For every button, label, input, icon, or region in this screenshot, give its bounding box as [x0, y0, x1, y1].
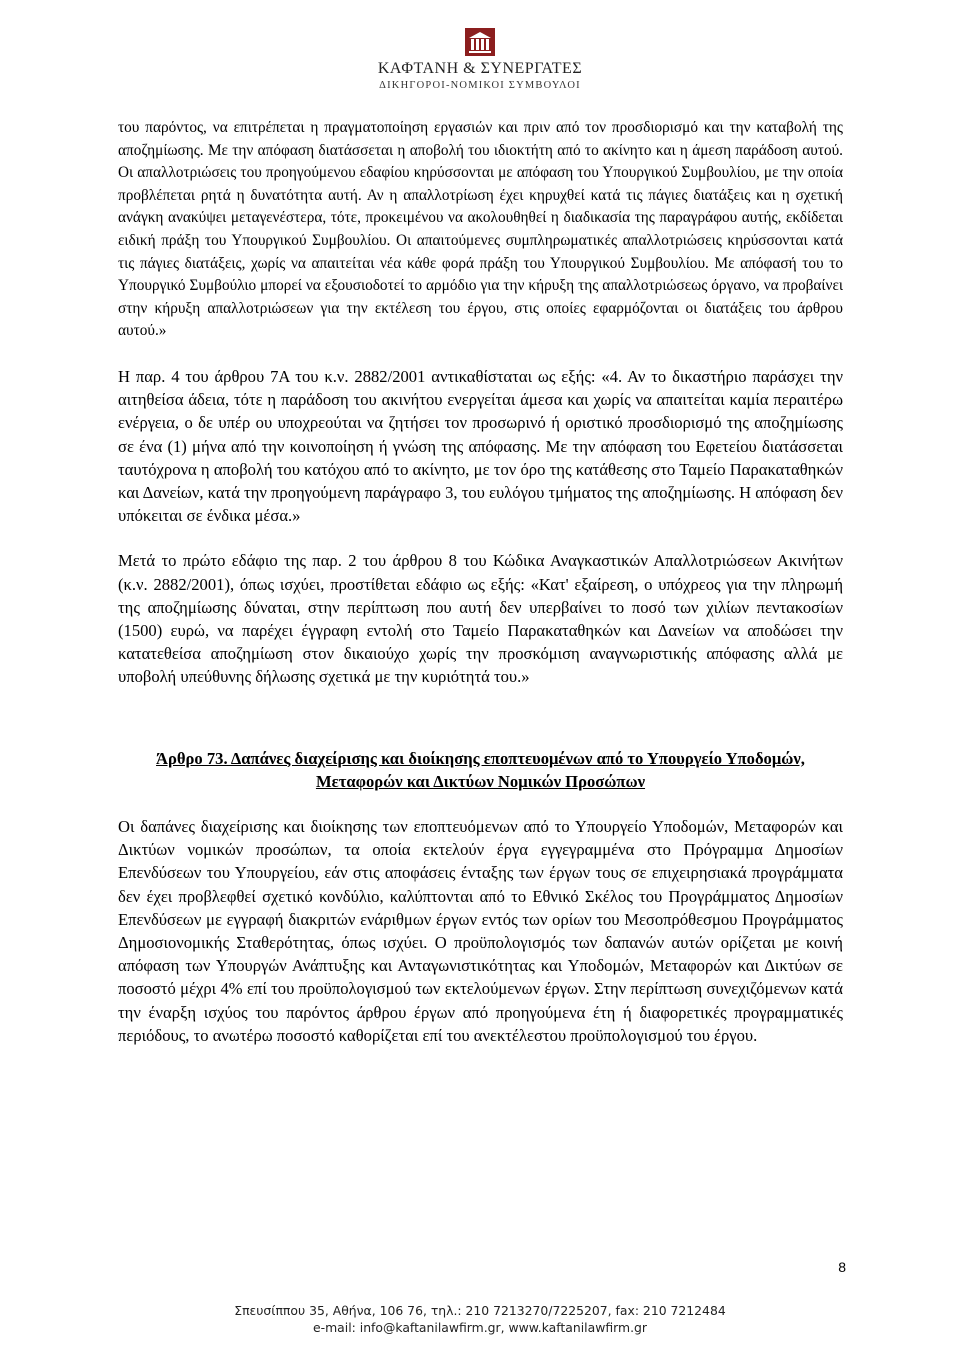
footer-address: Σπευσίππου 35, Αθήνα, 106 76, τηλ.: 210 7213270/7225207, fax: 210 7212484 [234, 1303, 726, 1318]
firm-subtitle: ΔΙΚΗΓΟΡΟΙ-ΝΟΜΙΚΟΙ ΣΥΜΒΟΥΛΟΙ [379, 80, 581, 91]
paragraph: Η παρ. 4 του άρθρου 7Α του κ.ν. 2882/2001 αντικαθίσταται ως εξής: «4. Αν το δικαστήριο παράσχει την αιτηθείσα άδεια, τότε η παράδοση του ακινήτου ενεργείται άμεσα και χωρίς να απαιτείται καμία περαιτέρω ενέργεια, ο δε υπέρ ου υποχρεούται να ζητήσει τον προσωρινό ή οριστικό προσδιορισμό της αποζημίωσης σε ένα (1) μήνα από την κοινοποίηση ή γνώση της απόφασης. Με την απόφαση του Εφετείου διατάσσεται ταυτόχρονα η αποβολή του κατόχου από το ακίνητο, με τον όρο της κατάθεσης στο Ταμείο Παρακαταθηκών και Δανείων, κατά την προηγούμενη παράγραφο 3, του ευλόγου τμήματος της αποζημίωσης. Η απόφαση δεν υπόκειται σε ένδικα μέσα.» [118, 366, 843, 526]
firm-name: ΚΑΦΤΑΝΗ & ΣΥΝΕΡΓΑΤΕΣ [377, 60, 583, 77]
paragraph: Μετά το πρώτο εδάφιο της παρ. 2 του άρθρου 8 του Κώδικα Αναγκαστικών Απαλλοτριώσεων Ακινήτων (κ.ν. 2882/2001), όπως ισχύει, προστίθεται εδάφιο ως εξής: «Κατ' εξαίρεση, ο υπόχρεος για την πληρωμή της αποζημίωσης δύναται, στην περίπτωση που αυτή δεν υπερβαίνει το ποσό των χιλίων πεντακοσίων (1500) ευρώ, να παρέχει έγγραφη εντολή στο Ταμείο Παρακαταθηκών και Δανείων να αποδώσει την κατατεθείσα αποζημίωση στον δικαιούχο χωρίς την προσκόμιση αναγνωριστικής απόφασης αλλά με υποβολή υπεύθυνης δήλωσης σχετικά με την κυριότητά του.» [118, 551, 843, 687]
paragraph: του παρόντος, να επιτρέπεται η πραγματοποίηση εργασιών και πριν από τον προσδιορισμό και την καταβολή της αποζημίωσης. Με την απόφαση διατάσσεται η αποβολή του ιδιοκτήτη από το ακίνητο και η άμεση παράδοση αυτού. Οι απαλλοτριώσεις του προηγούμενου εδαφίου κηρύσσονται με απόφαση του Υπουργικού Συμβουλίου, με την οποία προβλέπεται ρητά η δυνατότητα αυτή. Αν η απαλλοτρίωση έχει κηρυχθεί κατά τις πάγιες διατάξεις και η σχετική ανάγκη ανακύψει μεταγενέστερα, τότε, προκειμένου να ακολουθηθεί η διαδικασία της παραγράφου αυτής, εκδίδεται ειδική πράξη του Υπουργικού Συμβουλίου. Οι απαιτούμενες συμπληρωματικές απαλλοτριώσεις κηρύσσονται κατά τις πάγιες διατάξεις, χωρίς να απαιτείται νέα κάθε φορά πράξη του Υπουργικού Συμβουλίου. Με απόφασή του το Υπουργικό Συμβούλιο μπορεί να εξουσιοδοτεί το αρμόδιο για την κήρυξη της απαλλοτριώσεως όργανο, να προβαίνει στην κήρυξη απαλλοτριώσεων για την εκτέλεση του έργου, στις οποίες εφαρμόζονται οι διατάξεις του άρθρου αυτού.» [118, 119, 843, 340]
page-number: 8 [838, 1259, 846, 1275]
letterhead [0, 28, 960, 91]
paragraph: Οι δαπάνες διαχείρισης και διοίκησης των εποπτευόμενων από το Υπουργείο Υποδομών, Μεταφορών και Δικτύων νομικών προσώπων, τα οποία εκτελούν έργα εγγεγραμμένα στο Πρόγραμμα Δημοσίων Επενδύσεων του Υπουργείου, εάν στις αποφάσεις ένταξης των έργων τους σε επιχειρησιακά προγράμματα δεν έχει προβλεφθεί σχετικό κονδύλιο, καλύπτονται από το Εθνικό Σκέλος του Προγράμματος Δημοσίων Επενδύσεων με εγγραφή διακριτών ενάριθμων έργων εντός των ορίων του Μεσοπρόθεσμου Προγράμματος Δημοσιονομικής Σταθερότητας, όπως ισχύει. Ο προϋπολογισμός των δαπανών αυτών ορίζεται με κοινή απόφαση των Υπουργών Ανάπτυξης και Ανταγωνιστικότητας και Υποδομών, Μεταφορών και Δικτύων σε ποσοστό μέχρι 4% επί του προϋπολογισμού των εκτελούμενων έργων. Στην περίπτωση συνεχιζόμενων κατά την έναρξη ισχύος του παρόντος άρθρου έργων από προηγούμενα έτη ή διαφορετικές προγραμματικές περιόδους, το ανωτέρω ποσοστό καθορίζεται επί του ανεκτέλεστου προϋπολογισμού του έργου. [118, 816, 843, 1045]
building-columns-icon [465, 28, 495, 56]
footer-contact: e-mail: info@kaftanilawfirm.gr, www.kaftanilawfirm.gr [313, 1320, 647, 1335]
article-heading: Άρθρο 73. Δαπάνες διαχείρισης και διοίκησης εποπτευομένων από το Υπουργείο Υποδομών, Μεταφορών και Δικτύων Νομικών Προσώπων [156, 748, 805, 791]
page-footer [0, 1302, 960, 1336]
document-body [118, 117, 843, 1047]
